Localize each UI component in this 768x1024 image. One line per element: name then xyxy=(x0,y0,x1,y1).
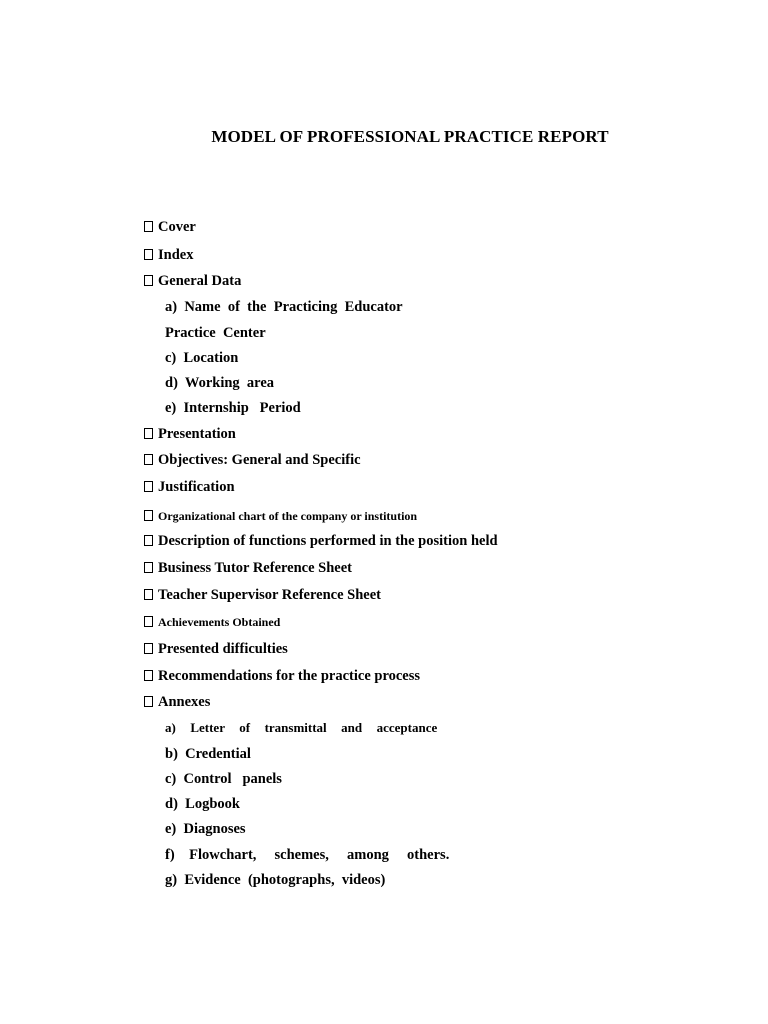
list-item-org-chart xyxy=(144,507,417,525)
sub-item-general-data-d: d) Working area xyxy=(165,375,275,391)
checkbox-bullet-icon xyxy=(144,481,153,492)
checkbox-bullet-icon xyxy=(144,696,153,707)
item-label: Cover xyxy=(158,219,196,235)
sub-item-annex-d: d) Logbook xyxy=(165,796,240,812)
checkbox-bullet-icon xyxy=(144,428,153,439)
checkbox-bullet-icon xyxy=(144,670,153,681)
list-item-objectives xyxy=(144,451,361,469)
list-item-index xyxy=(144,246,193,264)
list-item-cover xyxy=(144,218,196,236)
item-label: Business Tutor Reference Sheet xyxy=(158,560,353,576)
list-item-recommendations xyxy=(144,667,420,685)
checkbox-bullet-icon xyxy=(144,221,153,232)
sub-item-general-data-e: e) Internship Period xyxy=(165,400,301,416)
checkbox-bullet-icon xyxy=(144,510,153,521)
checkbox-bullet-icon xyxy=(144,562,153,573)
checkbox-bullet-icon xyxy=(144,616,153,627)
sub-item-general-data-b: Practice Center xyxy=(165,325,266,341)
item-label: Achievements Obtained xyxy=(158,615,281,629)
sub-item-general-data-c: c) Location xyxy=(165,350,239,366)
list-item-description xyxy=(144,532,498,550)
item-label: Annexes xyxy=(158,694,211,710)
checkbox-bullet-icon xyxy=(144,454,153,465)
list-item-achievements xyxy=(144,613,280,631)
checkbox-bullet-icon xyxy=(144,275,153,286)
sub-item-annex-a: a) Letter of transmittal and acceptance xyxy=(165,720,438,735)
list-item-teacher-supervisor xyxy=(144,586,381,604)
item-label: Recommendations for the practice process xyxy=(158,668,421,684)
list-item-annexes xyxy=(144,693,210,711)
sub-item-annex-b: b) Credential xyxy=(165,746,251,762)
item-label: Presented difficulties xyxy=(158,641,288,657)
checkbox-bullet-icon xyxy=(144,643,153,654)
list-item-general-data xyxy=(144,272,241,290)
item-label: Description of functions performed in the position held xyxy=(158,533,498,549)
list-item-business-tutor xyxy=(144,559,352,577)
checkbox-bullet-icon xyxy=(144,535,153,546)
item-label: Objectives: General and Specific xyxy=(158,452,361,468)
page-title: MODEL OF PROFESSIONAL PRACTICE REPORT xyxy=(211,127,609,146)
list-item-difficulties xyxy=(144,640,288,658)
sub-item-general-data-a: a) Name of the Practicing Educator xyxy=(165,299,403,315)
sub-item-annex-f: f) Flowchart, schemes, among others. xyxy=(165,847,450,863)
item-label: Justification xyxy=(158,479,235,495)
item-label: Organizational chart of the company or institution xyxy=(158,509,418,523)
sub-item-annex-g: g) Evidence (photographs, videos) xyxy=(165,872,386,888)
item-label: Index xyxy=(158,247,194,263)
item-label: Presentation xyxy=(158,426,236,442)
item-label: Teacher Supervisor Reference Sheet xyxy=(158,587,381,603)
sub-item-annex-e: e) Diagnoses xyxy=(165,821,246,837)
sub-item-annex-c: c) Control panels xyxy=(165,771,282,787)
item-label: General Data xyxy=(158,273,242,289)
checkbox-bullet-icon xyxy=(144,589,153,600)
list-item-presentation xyxy=(144,425,236,443)
list-item-justification xyxy=(144,478,235,496)
checkbox-bullet-icon xyxy=(144,249,153,260)
